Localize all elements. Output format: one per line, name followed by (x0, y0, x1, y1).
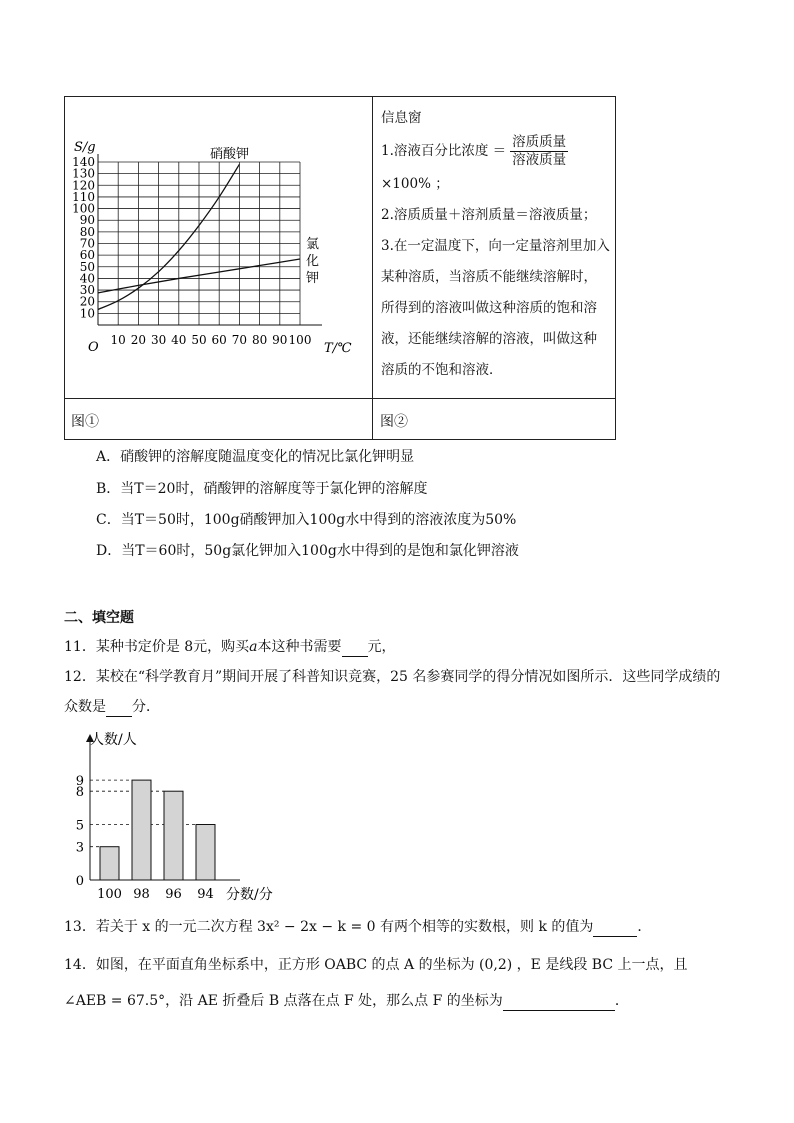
score-x-label: 分数/分 (226, 887, 273, 903)
question-13 (64, 917, 651, 937)
q13-post: ． (637, 919, 652, 935)
info-window (381, 103, 613, 386)
q12-pre: 众数是 (64, 699, 106, 715)
question-14-line-1: 14．如图，在平面直角坐标系中，正方形 OABC 的点 A 的坐标为 (0,2) ，E 是线段 BC 上一点，且 (64, 957, 688, 973)
solubility-y-tick: 60 (79, 248, 95, 263)
solubility-chart (66, 134, 366, 358)
score-x-tick: 100 (97, 887, 122, 902)
solubility-y-tick: 90 (79, 213, 95, 228)
solubility-y-tick: 10 (79, 306, 95, 321)
score-x-tick: 98 (133, 887, 150, 902)
score-x-tick: 94 (197, 887, 214, 902)
solubility-x-tick: 100 (288, 333, 312, 347)
kno3-curve-label: 硝酸钾 (210, 147, 250, 162)
solubility-x-tick: 90 (272, 333, 288, 347)
score-y-tick: 9 (75, 774, 84, 790)
info-item-3-line: 溶质的不饱和溶液． (381, 362, 503, 378)
solubility-x-tick: 60 (211, 333, 227, 347)
solubility-y-tick: 140 (72, 155, 95, 169)
solubility-x-tick: 30 (150, 333, 167, 347)
solubility-x-tick: 10 (110, 333, 126, 347)
solubility-grid (98, 162, 300, 325)
q13-answer-blank[interactable] (593, 920, 637, 937)
option-b: B．当T＝20时，硝酸钾的溶解度等于氯化钾的溶解度 (96, 481, 428, 497)
solubility-x-ticks (111, 333, 312, 347)
solubility-x-tick: 50 (191, 333, 207, 347)
solubility-x-tick: 80 (251, 333, 268, 347)
fraction-denominator: 溶液质量 (512, 152, 567, 168)
q12-answer-blank[interactable] (106, 700, 132, 717)
figure-2-label: 图② (380, 414, 408, 430)
solubility-y-tick: 40 (79, 271, 95, 286)
q13-pre: 13．若关于 x 的一元二次方程 3x² − 2x − k = 0 有两个相等的实数根，则 k 的值为 (64, 919, 594, 935)
q11-mid: 本这种书需要 (257, 639, 342, 655)
solubility-y-tick: 100 (72, 201, 95, 216)
info-item-3-line: 液，还能继续溶解的溶液，叫做这种 (381, 331, 597, 347)
table-divider-vertical (372, 96, 373, 440)
option-a: A．硝酸钾的溶解度随温度变化的情况比氯化钾明显 (96, 449, 415, 465)
score-y-label: 人数/人 (90, 732, 137, 748)
kcl-label-char-3: 钾 (306, 271, 320, 286)
info-item-3-line: 某种溶质，当溶质不能继续溶解时， (381, 269, 597, 285)
kcl-label-char-1: 氯 (306, 237, 320, 252)
score-x-ticks (97, 887, 214, 902)
kcl-label-char-2: 化 (306, 254, 320, 269)
solubility-y-ticks (72, 155, 95, 320)
info-item-1-suffix: ×100% ； (381, 176, 449, 192)
score-bar (132, 780, 151, 880)
figure-1-label: 图① (71, 414, 99, 430)
q11-var: a (249, 639, 258, 655)
kno3-solubility-curve (98, 164, 239, 309)
info-item-3-line: 所得到的溶液叫做这种溶质的饱和溶 (381, 300, 597, 316)
score-y-tick: 3 (75, 840, 84, 856)
info-item-1-prefix: 1.溶液百分比浓度 ＝ (381, 143, 507, 159)
solubility-y-label: S/g (74, 140, 96, 155)
score-bar (100, 847, 119, 880)
table-divider-horizontal (64, 398, 616, 399)
q14-pre: ∠AEB = 67.5°，沿 AE 折叠后 B 点落在点 F 处，那么点 F 的坐标为 (64, 993, 503, 1009)
fraction-numerator: 溶质质量 (512, 134, 567, 150)
solubility-y-tick: 30 (79, 283, 95, 298)
solubility-y-tick: 70 (79, 236, 95, 251)
concentration-fraction (510, 134, 568, 169)
solubility-y-tick: 20 (79, 294, 95, 309)
q14-post: ． (614, 993, 629, 1009)
q11-answer-blank[interactable] (342, 640, 368, 657)
score-bar (164, 791, 183, 880)
solubility-axes (98, 154, 322, 325)
score-bar (196, 825, 215, 881)
info-item-3-line: 3.在一定温度下，向一定量溶剂里加入 (381, 238, 610, 254)
score-chart (66, 724, 296, 904)
score-bars (100, 780, 215, 880)
score-y-tick: 5 (75, 818, 84, 834)
score-x-tick: 96 (165, 887, 182, 902)
info-item-2: 2.溶质质量＋溶剂质量＝溶液质量； (381, 207, 597, 223)
question-14-line-2 (64, 991, 629, 1011)
section-title: 二、填空题 (64, 610, 134, 626)
solubility-origin-label: O (88, 340, 99, 355)
option-c: C．当T＝50时，100g硝酸钾加入100g水中得到的溶液浓度为50% (96, 512, 517, 528)
q14-answer-blank[interactable] (503, 994, 615, 1011)
info-item-1 (381, 134, 613, 169)
q11-pre: 11．某种书定价是 8元，购买 (64, 639, 250, 655)
score-y-tick: 0 (75, 874, 84, 889)
question-12-line-2 (64, 697, 160, 717)
solubility-x-label: T/℃ (324, 341, 352, 356)
solubility-y-tick: 110 (72, 189, 95, 204)
score-y-ticks (76, 774, 84, 889)
solubility-x-tick: 70 (231, 333, 248, 347)
info-title: 信息窗 (381, 110, 422, 126)
question-11 (64, 637, 396, 657)
score-y-tick: 8 (75, 785, 84, 801)
q12-post: 分． (132, 699, 160, 715)
solubility-y-tick: 50 (79, 259, 95, 274)
option-d: D．当T＝60时，50g氯化钾加入100g水中得到的是饱和氯化钾溶液 (96, 543, 519, 559)
question-12-line-1: 12．某校在“科学教育月”期间开展了科普知识竞赛，25 名参赛同学的得分情况如图所示．这些同学成绩的 (64, 669, 721, 685)
solubility-y-tick: 80 (79, 224, 95, 239)
solubility-y-tick: 130 (72, 166, 95, 181)
solubility-y-tick: 120 (72, 178, 95, 193)
q11-post: 元， (367, 639, 396, 655)
solubility-x-tick: 20 (130, 333, 147, 347)
solubility-x-tick: 40 (171, 333, 187, 347)
